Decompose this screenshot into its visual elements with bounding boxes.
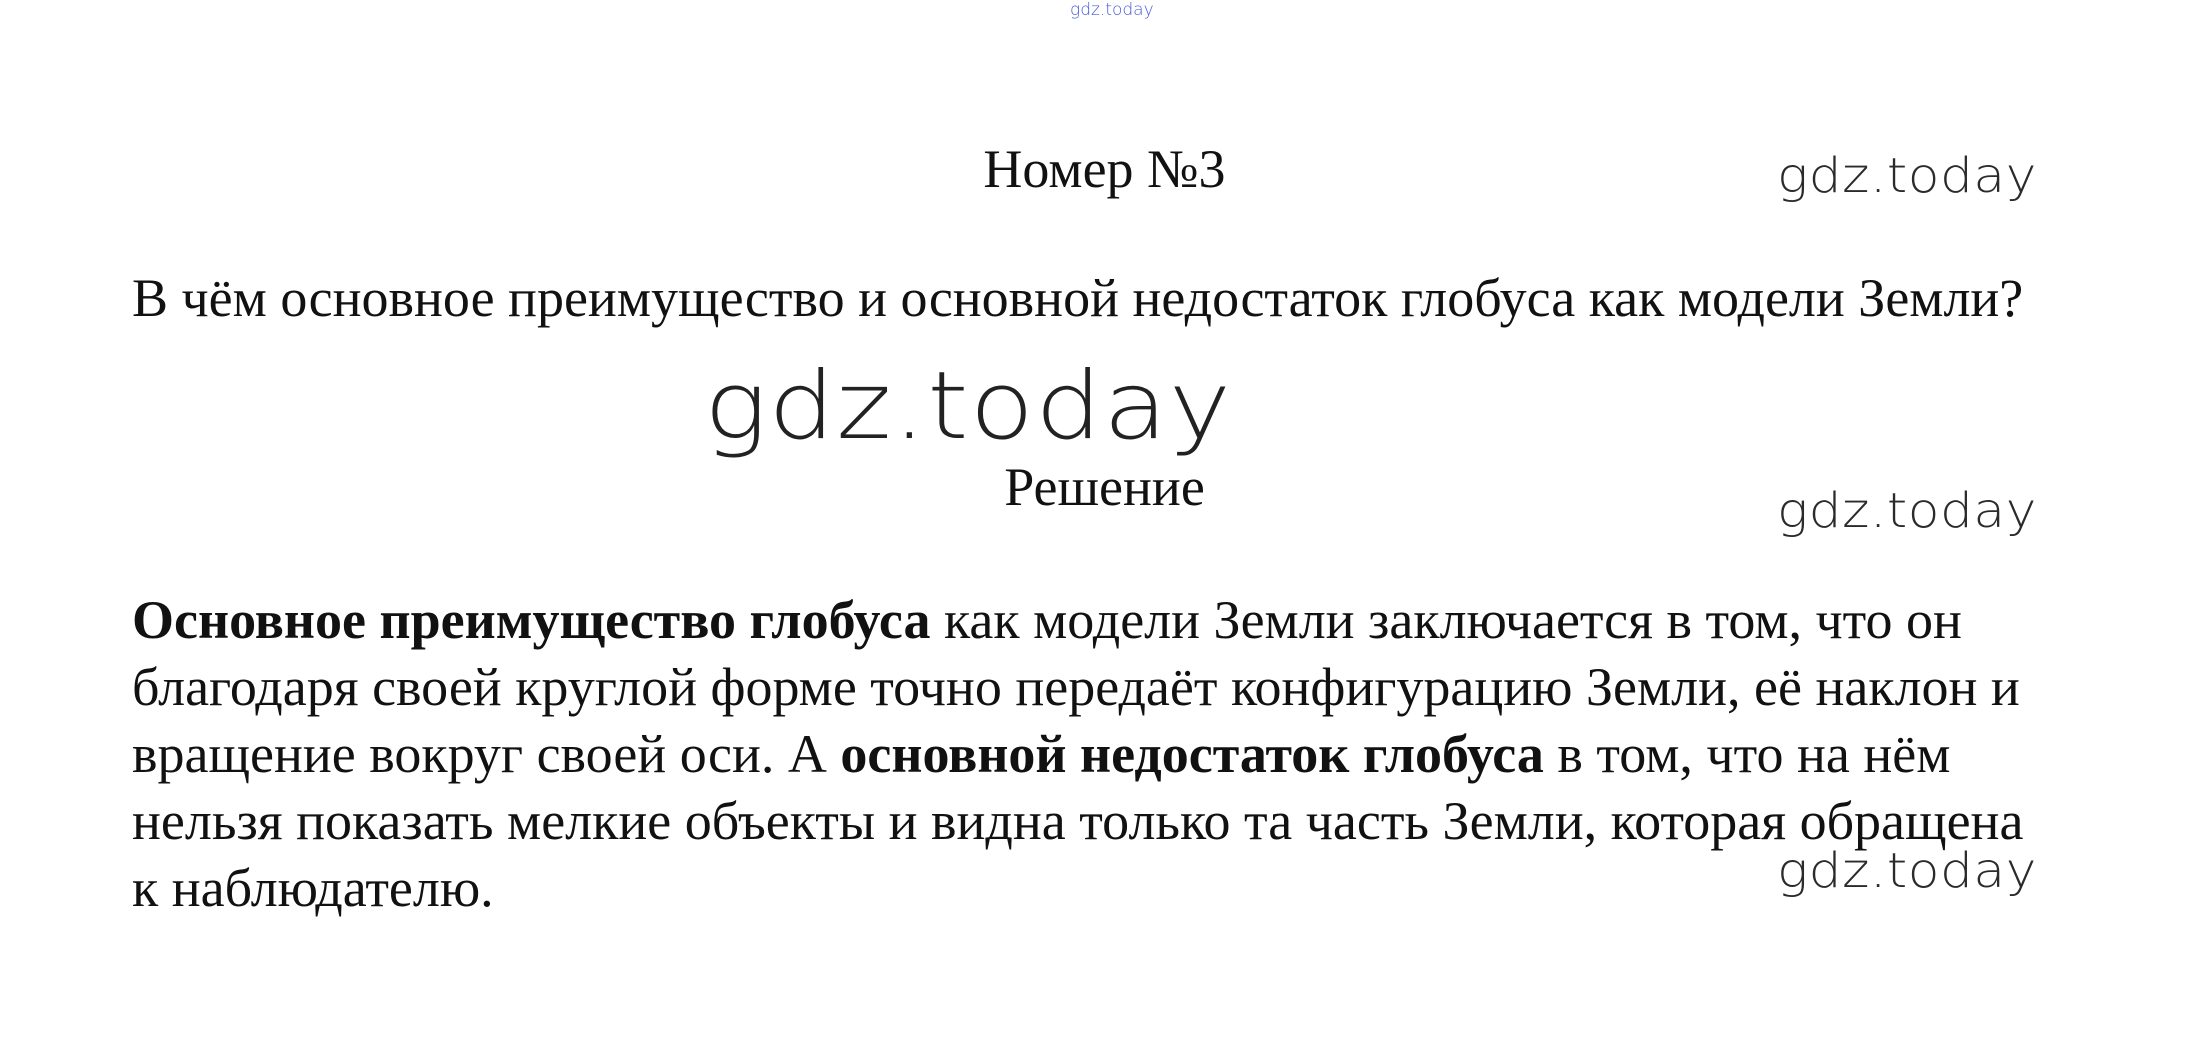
watermark-center: gdz.today — [704, 352, 1233, 461]
answer-text-part-2: в том, что на нём нельзя показать мелкие объекты и видна только та часть Земли, которая обращена к наблюдателю. — [132, 724, 2024, 918]
answer-text-part-1: как модели Земли заключается в том, что он благодаря своей круглой форме точно передаёт конфигурацию Земли, её наклон и вращение вокруг своей оси. А — [132, 590, 2020, 784]
answer-text — [132, 587, 2052, 922]
answer-bold-advantage: Основное преимущество глобуса — [132, 590, 931, 650]
watermark-top: gdz.today — [1070, 0, 1154, 20]
answer-bold-disadvantage: основной недостаток глобуса — [840, 724, 1544, 784]
page-title: Номер №3 — [983, 139, 1226, 199]
watermark-right-2: gdz.today — [1777, 483, 2037, 539]
solution-heading: Решение — [1004, 457, 1205, 517]
watermark-right-3: gdz.today — [1777, 843, 2037, 899]
watermark-right-1: gdz.today — [1777, 148, 2037, 204]
question-text: В чём основное преимущество и основной недостаток глобуса как модели Земли? — [132, 268, 2024, 328]
